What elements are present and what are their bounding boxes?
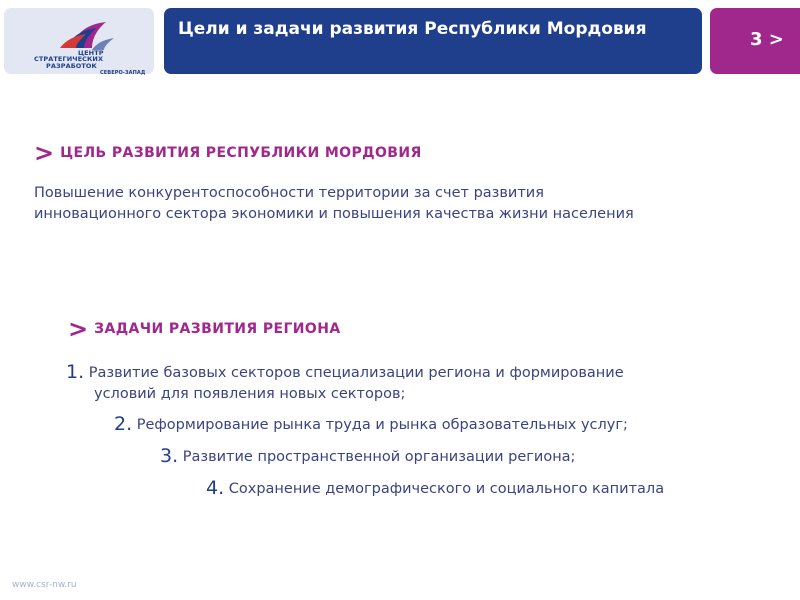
page-title: Цели и задачи развития Республики Мордовия <box>178 19 647 39</box>
logo-text-line3: РАЗРАБОТОК <box>46 62 97 70</box>
title-bar <box>164 8 702 74</box>
chevron-right-icon: > <box>34 139 55 167</box>
task-item-3 <box>160 446 575 468</box>
task-item-4 <box>206 478 664 500</box>
tasks-heading-text: ЗАДАЧИ РАЗВИТИЯ РЕГИОНА <box>94 321 341 337</box>
chevron-right-icon: > <box>68 315 89 343</box>
task-item-2 <box>114 414 628 436</box>
page-number: 3 > <box>750 29 784 50</box>
goal-heading-text: ЦЕЛЬ РАЗВИТИЯ РЕСПУБЛИКИ МОРДОВИЯ <box>60 145 422 161</box>
next-page-button[interactable] <box>710 8 800 74</box>
task-number: 1. <box>66 361 85 383</box>
tasks-heading <box>68 317 341 341</box>
logo-text-line2: СТРАТЕГИЧЕСКИХ <box>34 55 104 63</box>
task-text: Развитие пространственной организации региона; <box>182 449 576 465</box>
logo <box>4 8 154 74</box>
goal-heading <box>34 141 422 165</box>
task-text: Сохранение демографического и социального капитала <box>228 481 665 497</box>
footer-url-link[interactable]: www.csr-nw.ru <box>12 580 77 590</box>
task-number: 2. <box>114 413 133 435</box>
task-item-1 <box>66 362 756 405</box>
logo-text-line1: ЦЕНТР <box>78 49 104 57</box>
goal-text: Повышение конкурентоспособности территории за счет развития инновационного сектора экономики и повышения качества жизни населения <box>34 185 634 222</box>
task-number: 4. <box>206 477 225 499</box>
task-number: 3. <box>160 445 179 467</box>
task-text-line2: условий для появления новых секторов; <box>94 386 406 402</box>
task-text-line1: Развитие базовых секторов специализации региона и формирование <box>88 365 624 381</box>
logo-text-line4: СЕВЕРО-ЗАПАД <box>100 70 146 76</box>
task-text: Реформирование рынка труда и рынка образовательных услуг; <box>136 417 628 433</box>
